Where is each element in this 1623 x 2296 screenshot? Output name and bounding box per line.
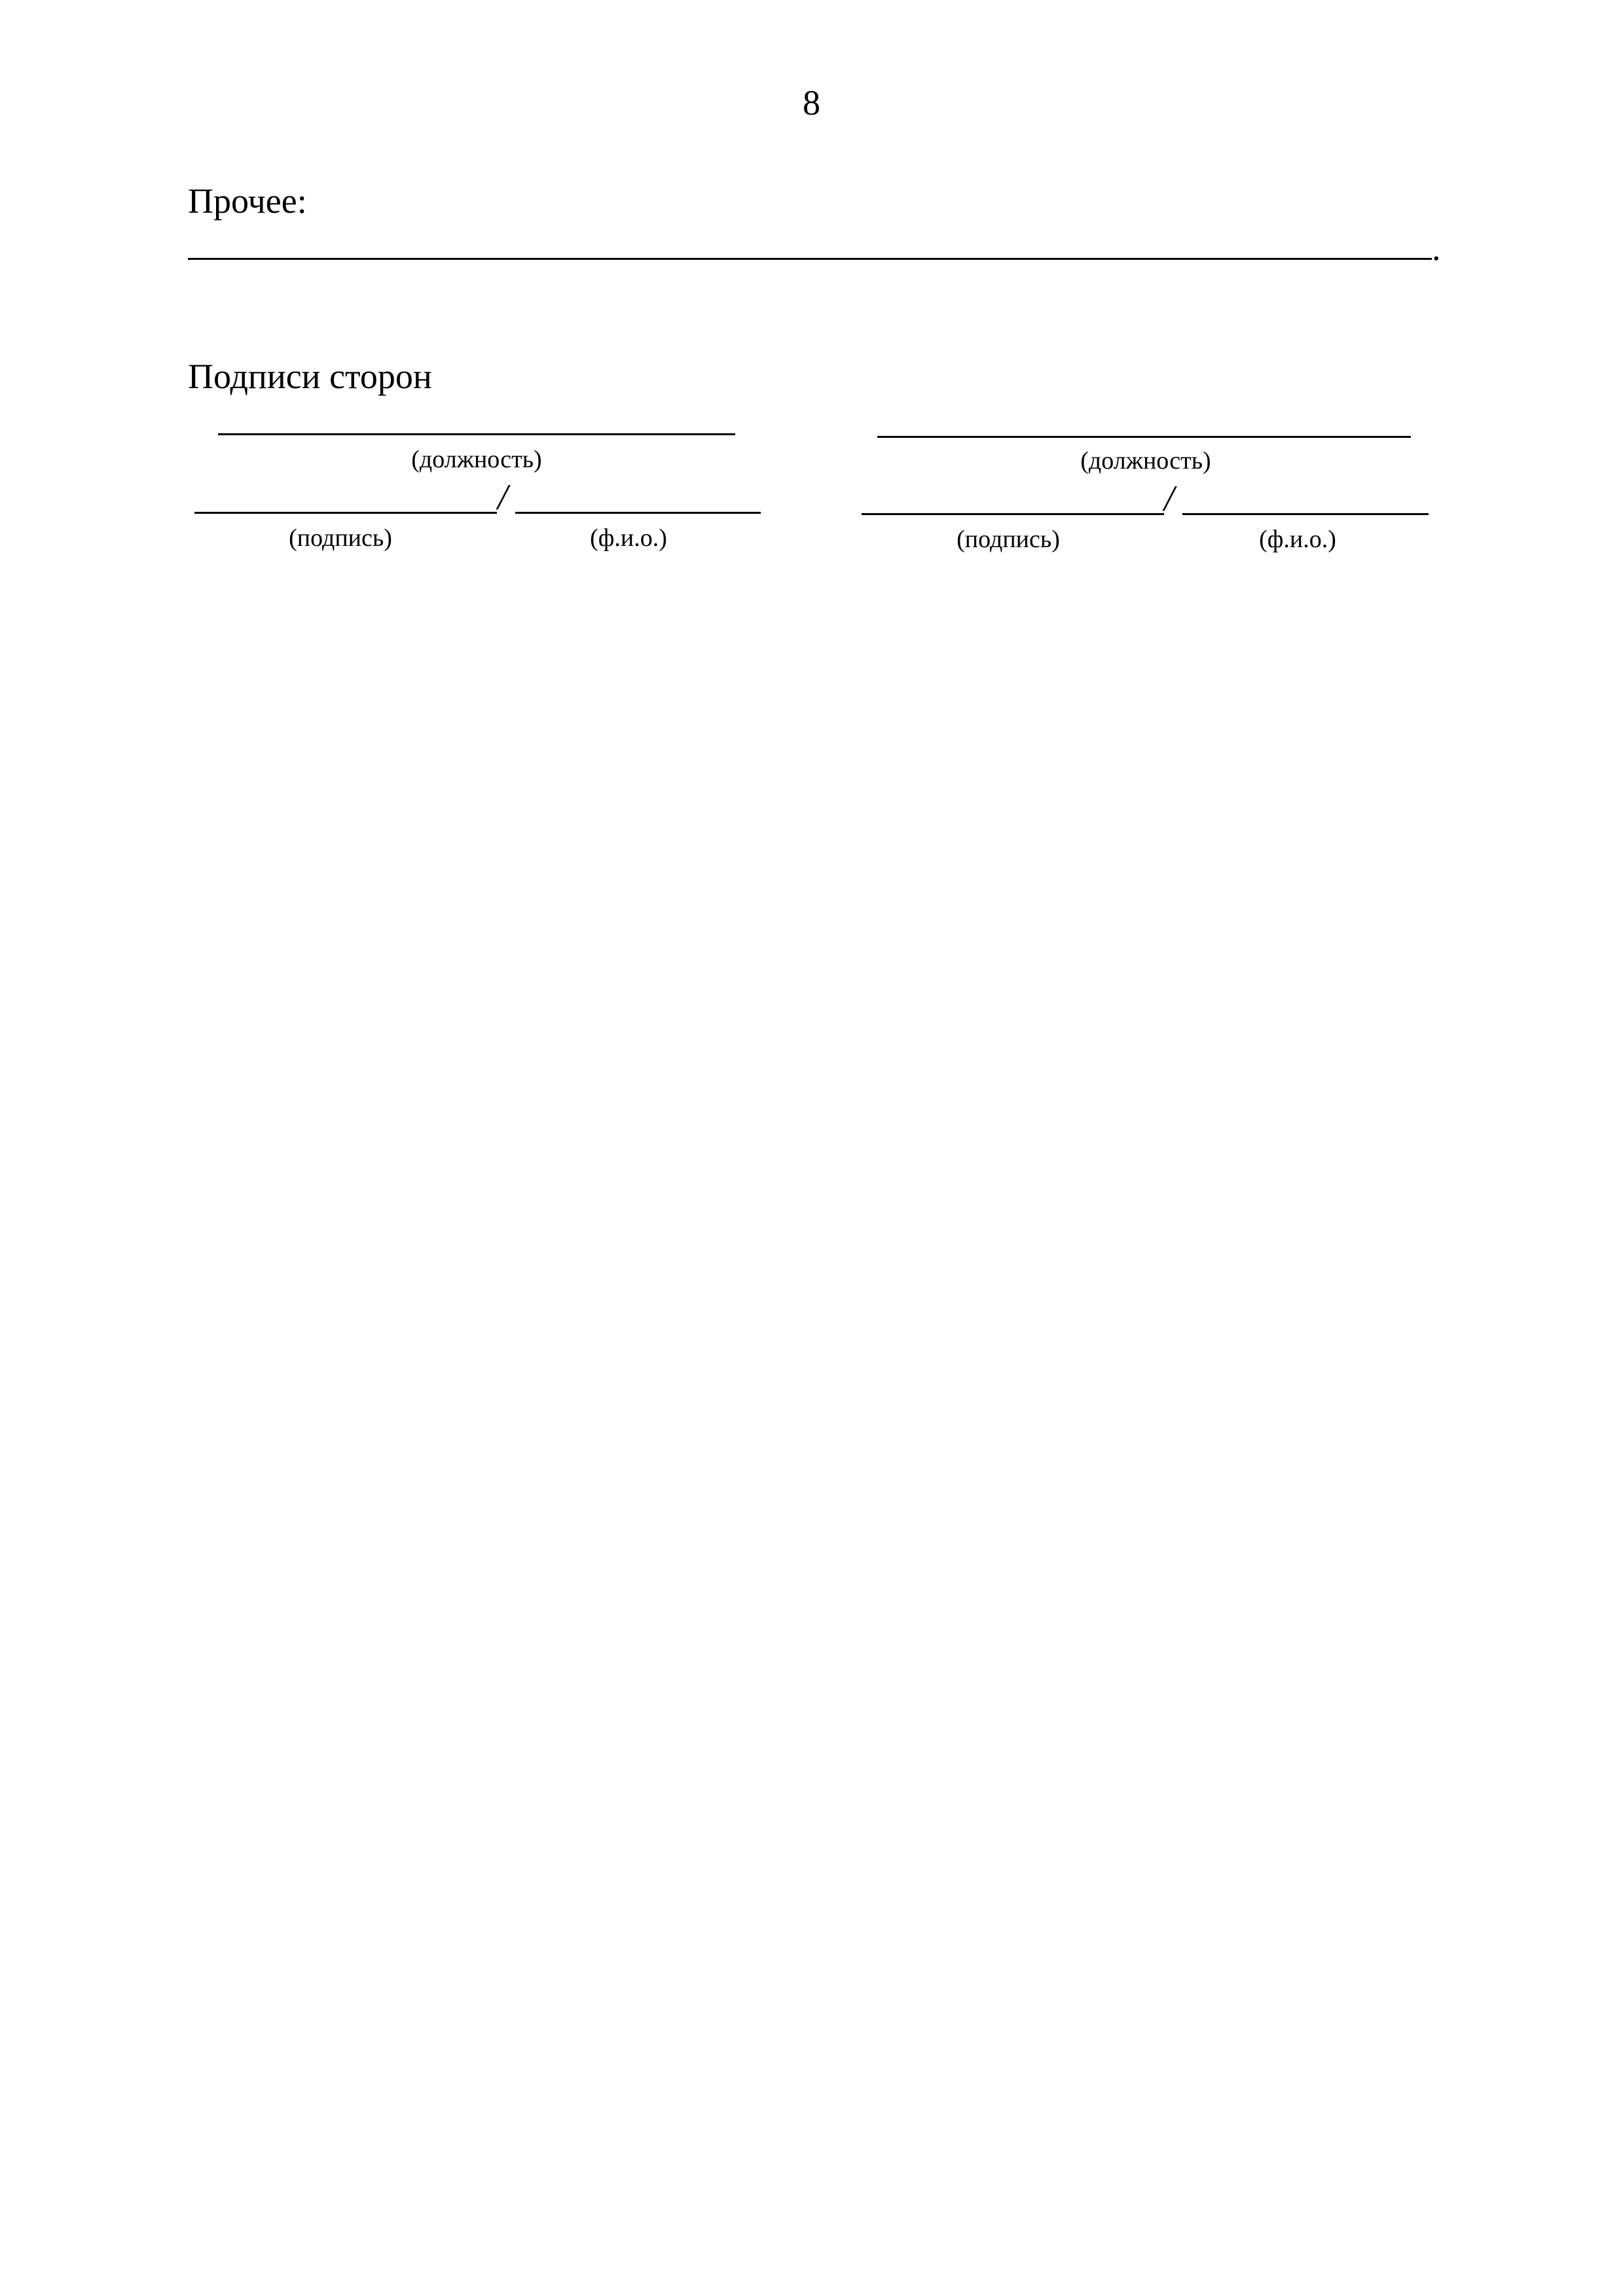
other-label: Прочее: <box>188 181 307 221</box>
right-position-caption: (должность) <box>1080 447 1211 475</box>
left-signature-caption: (подпись) <box>289 524 392 552</box>
right-separator: / <box>1164 478 1175 519</box>
right-name-caption: (ф.и.о.) <box>1259 526 1336 553</box>
right-position-line <box>877 436 1411 438</box>
left-name-line <box>515 512 761 514</box>
left-name-caption: (ф.и.о.) <box>590 524 667 552</box>
page-number: 8 <box>803 83 820 122</box>
other-end-dot: . <box>1432 228 1441 268</box>
other-fill-line <box>188 258 1432 260</box>
right-name-line <box>1182 513 1429 515</box>
left-position-caption: (должность) <box>411 446 542 473</box>
left-separator: / <box>498 477 508 518</box>
signatures-title: Подписи сторон <box>188 357 432 396</box>
right-signature-line <box>862 513 1164 515</box>
left-signature-line <box>194 512 497 514</box>
right-signature-caption: (подпись) <box>957 526 1060 553</box>
left-position-line <box>218 433 735 435</box>
